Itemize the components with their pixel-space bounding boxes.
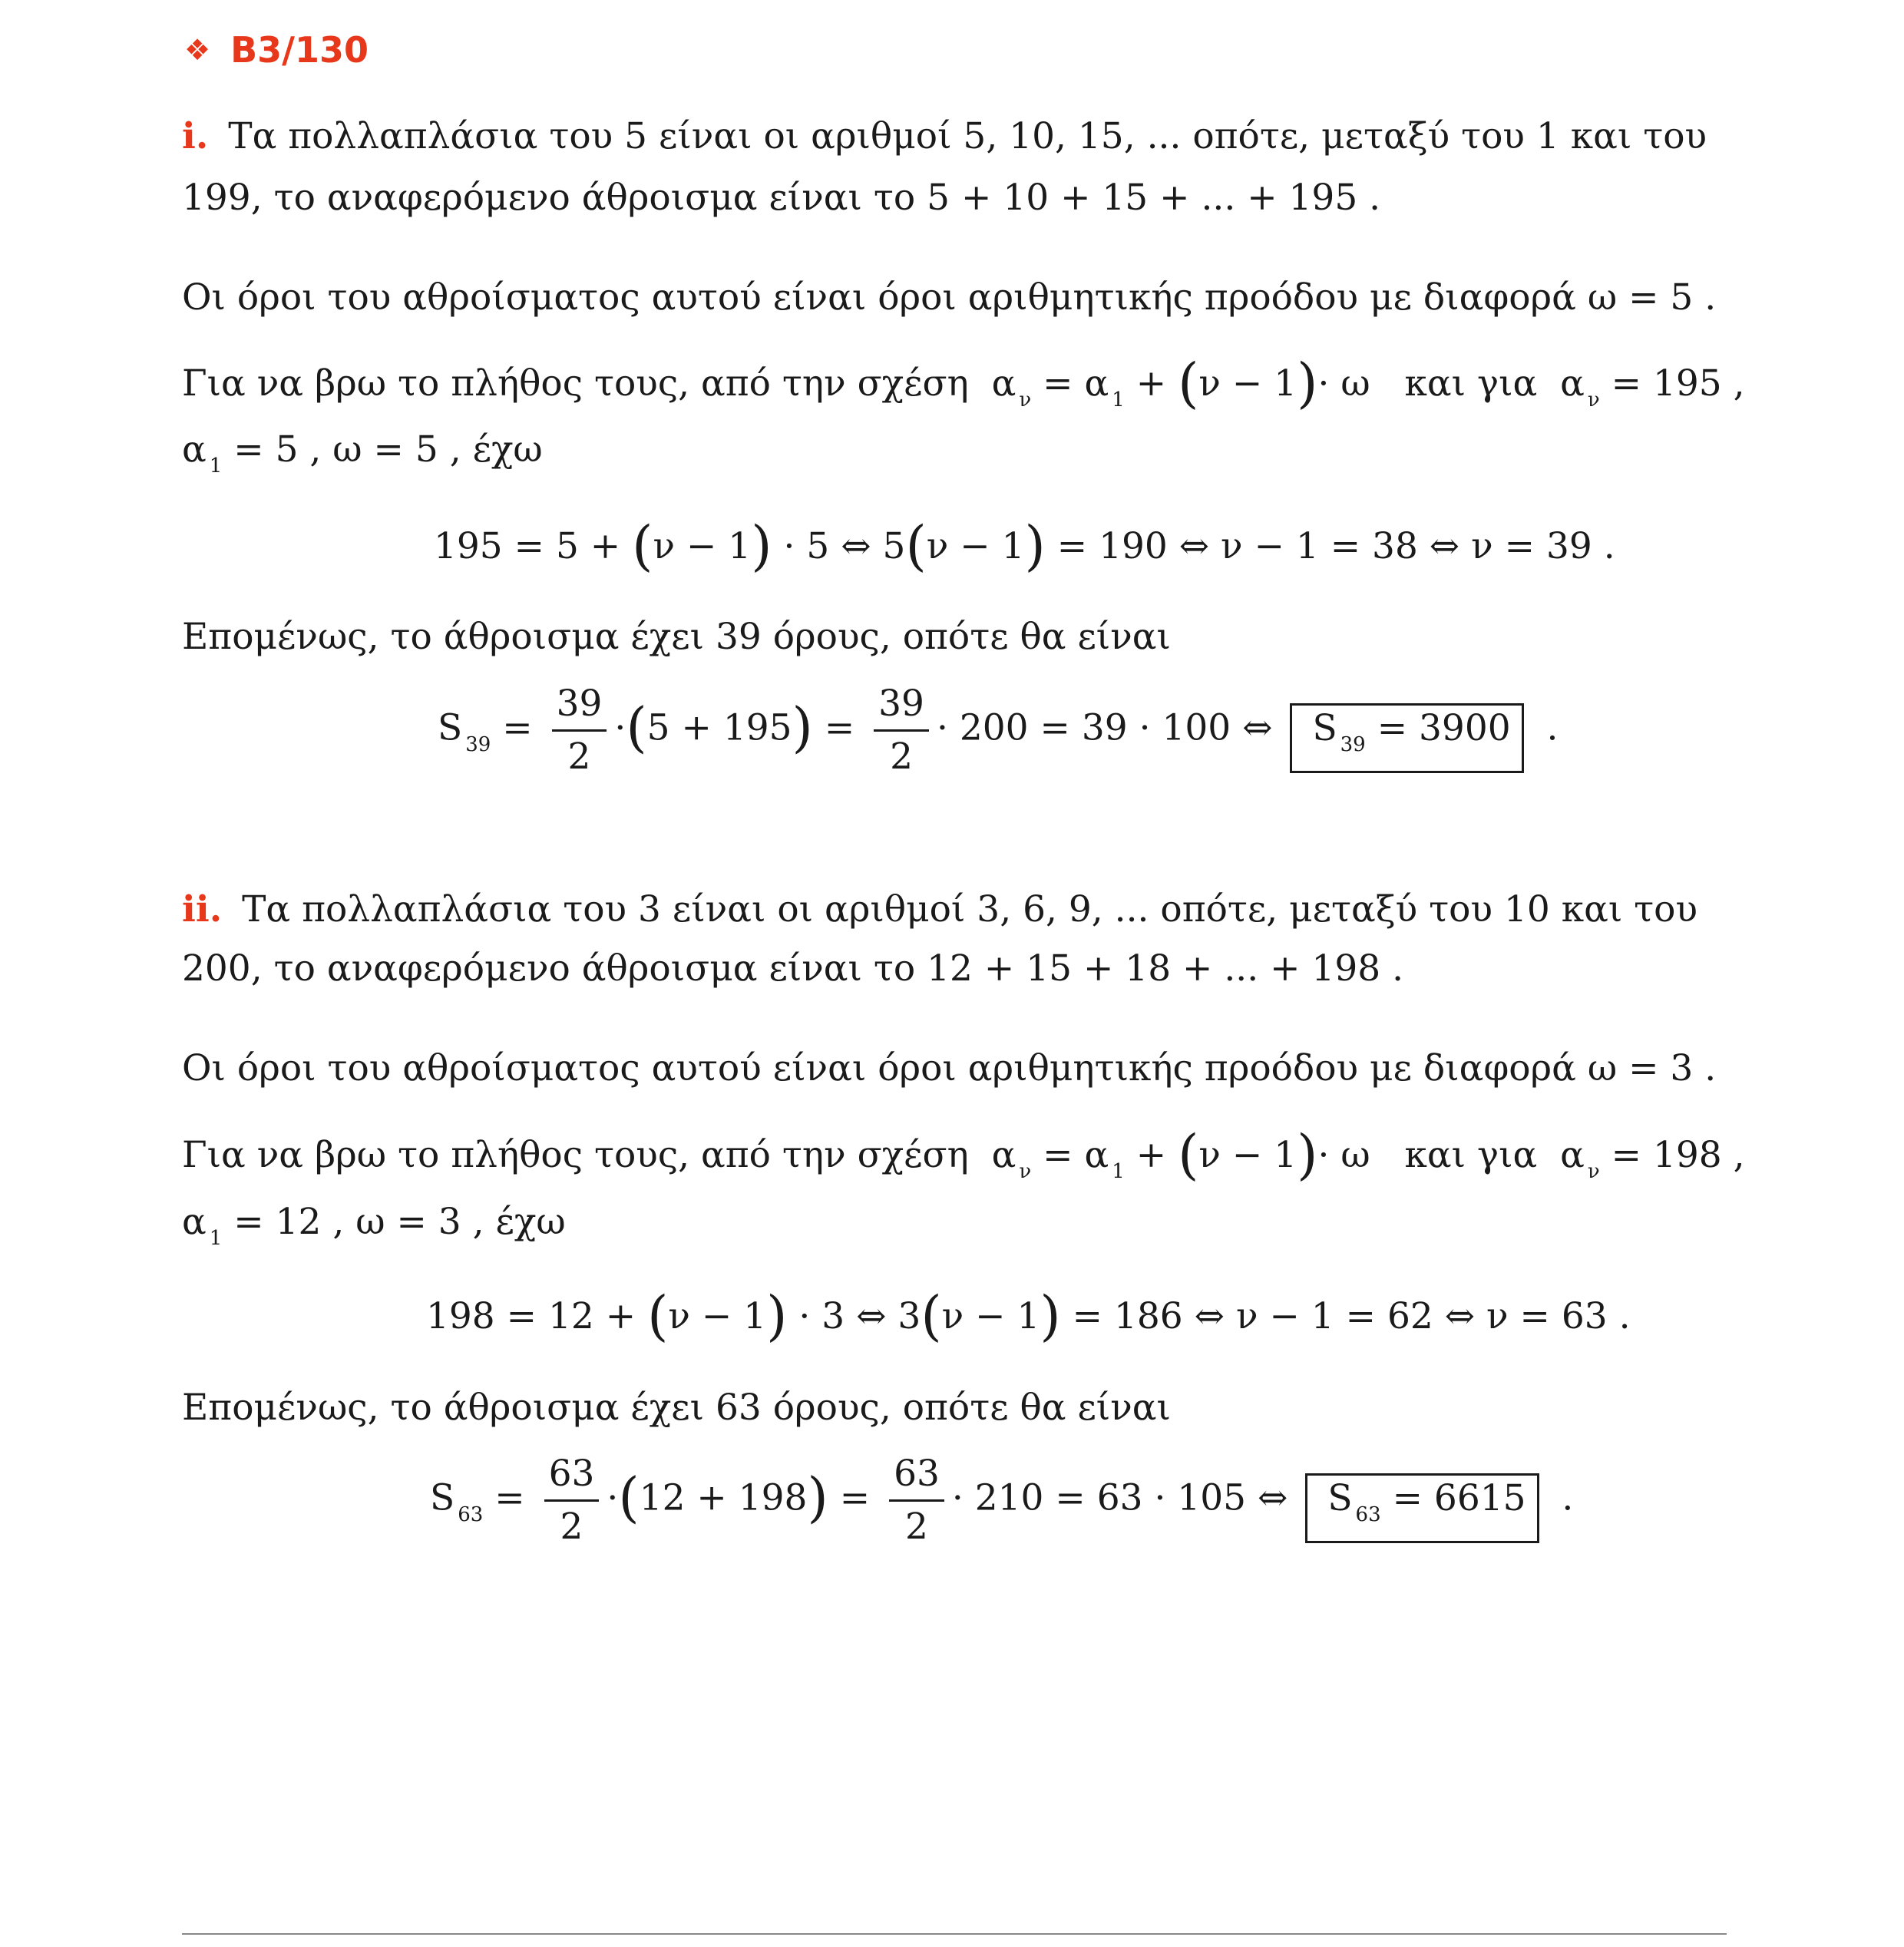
equals-sign: = <box>839 1476 871 1519</box>
nu-minus-one: ν − 1 <box>1198 1134 1297 1176</box>
part2-marker: ii. <box>182 888 223 931</box>
part2-result-value: = 6615 <box>1392 1476 1526 1519</box>
part1-terms: Οι όροι του αθροίσματος αυτού είναι όροι αριθμητικής προόδου με διαφορά ω = 5 . <box>182 276 1717 319</box>
part2-sum-sub: 63 <box>458 1502 484 1526</box>
part1-line1-text: Τα πολλαπλάσια του 5 είναι οι αριθμοί 5, 10, 15, ... οπότε, μεταξύ του 1 και του <box>228 115 1707 157</box>
part1-solve-mid1: · 5 ⇔ 5 <box>783 525 906 567</box>
part2-count-line <box>182 1123 1745 1195</box>
nu-minus-one: ν − 1 <box>926 525 1025 567</box>
sum-symbol: S <box>438 706 463 749</box>
part2-solve-mid2: = 186 ⇔ ν − 1 = 62 ⇔ ν = 63 . <box>1072 1295 1631 1337</box>
times-omega: · ω <box>1317 362 1370 405</box>
part1-solve-equation: 195 = 5 + (ν − 1) · 5 ⇔ 5(ν − 1) = 190 ⇔ ν − 1 = 38 ⇔ ν = 39 . <box>434 514 1615 577</box>
part1-count-line <box>182 352 1745 423</box>
part2-a1-text: = 12 , ω = 3 , έχω <box>233 1201 566 1243</box>
part1-result-sub: 39 <box>1340 732 1366 756</box>
alpha-symbol: α <box>991 1134 1016 1176</box>
sub-one: 1 <box>1112 388 1125 412</box>
nu-minus-one: ν − 1 <box>653 525 752 567</box>
part2-sum-rest: · 210 = 63 · 105 ⇔ <box>951 1476 1288 1519</box>
sub-one: 1 <box>209 455 223 478</box>
part1-result-box <box>1290 703 1523 773</box>
part1-line2: 199, το αναφερόμενο άθροισμα είναι το 5 + 10 + 15 + ... + 195 . <box>182 177 1381 219</box>
exercise-title: B3/130 <box>230 29 369 71</box>
alpha-symbol: α <box>1560 362 1585 405</box>
part1-an-value: = 195 , <box>1611 362 1745 405</box>
fraction-denominator: 2 <box>567 735 591 778</box>
part2-a1-line <box>182 1199 566 1261</box>
part2-fraction-1 <box>544 1453 600 1548</box>
fraction-denominator: 2 <box>905 1506 928 1548</box>
part1-fraction-1 <box>552 683 607 778</box>
sub-nu: ν <box>1587 1160 1600 1183</box>
part2-terms: Οι όροι του αθροίσματος αυτού είναι όροι αριθμητικής προόδου με διαφορά ω = 3 . <box>182 1047 1717 1089</box>
part2-relation: α $_\nu$ = α $_1$ + (ν − 1)· ω <box>991 1123 1370 1186</box>
fraction-numerator: 39 <box>552 683 607 732</box>
sub-nu: ν <box>1019 1160 1032 1183</box>
part1-relation: α $_\nu$ = α $_1$ + (ν − 1)· ω <box>991 352 1370 415</box>
part1-solve-lhs: 195 = 5 + <box>434 525 621 567</box>
part2-line1 <box>182 887 1697 933</box>
part2-therefore: Επομένως, το άθροισμα έχει 63 όρους, οπότε θα είναι <box>182 1387 1171 1429</box>
part1-sum-paren: 5 + 195 <box>646 706 792 749</box>
part1-line1 <box>182 114 1707 160</box>
part1-marker: i. <box>182 115 209 157</box>
equals-sign: = <box>502 706 533 749</box>
part1-fraction-2 <box>874 683 929 778</box>
part2-solve-mid1: · 3 ⇔ 3 <box>798 1295 921 1337</box>
nu-minus-one: ν − 1 <box>668 1295 767 1337</box>
nu-minus-one: ν − 1 <box>941 1295 1040 1337</box>
diamond-bullet-icon: ❖ <box>184 33 211 67</box>
alpha-symbol: α <box>182 1201 207 1243</box>
part1-count-text: Για να βρω το πλήθος τους, από την σχέση <box>182 362 969 405</box>
period-sign: . <box>1546 706 1559 749</box>
sum-symbol: S <box>1327 1476 1353 1519</box>
fraction-numerator: 63 <box>889 1453 944 1502</box>
part2-fraction-2 <box>889 1453 944 1548</box>
part2-line2: 200, το αναφερόμενο άθροισμα είναι το 12 + 15 + 18 + ... + 198 . <box>182 947 1404 990</box>
part2-an-value: = 198 , <box>1611 1134 1745 1176</box>
part1-count-and: και για <box>1404 362 1538 405</box>
period-sign: . <box>1562 1476 1574 1519</box>
relation-plus: + <box>1135 362 1167 405</box>
sum-symbol: S <box>1312 706 1337 749</box>
alpha-symbol: α <box>182 428 207 471</box>
part1-sum-sub: 39 <box>465 732 491 756</box>
part2-count-and: και για <box>1404 1134 1538 1176</box>
part1-solve-mid2: = 190 ⇔ ν − 1 = 38 ⇔ ν = 39 . <box>1056 525 1615 567</box>
part2-solve-lhs: 198 = 12 + <box>426 1295 636 1337</box>
part1-sum-equation: S $_{39}$ = $\frac{39}{2}$ ·(5 + 195) = $\frac{39}{2}$ · 200 = 39 · 100 ⇔ S $_{39}$ = 3900 . <box>438 683 1559 778</box>
exercise-heading <box>184 29 369 71</box>
relation-mid: = α <box>1043 362 1109 405</box>
footer-rule <box>182 1933 1727 1935</box>
part1-a1-line <box>182 427 543 489</box>
part2-solve-equation: 198 = 12 + (ν − 1) · 3 ⇔ 3(ν − 1) = 186 ⇔ ν − 1 = 62 ⇔ ν = 63 . <box>426 1284 1631 1347</box>
fraction-denominator: 2 <box>560 1506 583 1548</box>
part1-a1-text: = 5 , ω = 5 , έχω <box>233 428 543 471</box>
fraction-numerator: 39 <box>874 683 929 732</box>
part1-sum-rest: · 200 = 39 · 100 ⇔ <box>936 706 1273 749</box>
equals-sign: = <box>824 706 855 749</box>
dot-sign: · <box>607 1476 619 1519</box>
part1-result-value: = 3900 <box>1377 706 1511 749</box>
relation-mid: = α <box>1043 1134 1109 1176</box>
part2-result-box <box>1305 1473 1539 1543</box>
part2-count-text: Για να βρω το πλήθος τους, από την σχέση <box>182 1134 969 1176</box>
sub-nu: ν <box>1019 388 1032 412</box>
sub-one: 1 <box>209 1227 223 1250</box>
dot-sign: · <box>614 706 626 749</box>
equals-sign: = <box>494 1476 525 1519</box>
part2-sum-equation: S $_{63}$ = $\frac{63}{2}$ ·(12 + 198) = $\frac{63}{2}$ · 210 = 63 · 105 ⇔ S $_{63}$ = 6615 . <box>430 1453 1574 1548</box>
part2-result-sub: 63 <box>1355 1502 1381 1526</box>
part2-sum-paren: 12 + 198 <box>639 1476 808 1519</box>
part2-line1-text: Τα πολλαπλάσια του 3 είναι οι αριθμοί 3, 6, 9, ... οπότε, μεταξύ του 10 και του <box>242 888 1698 931</box>
sub-nu: ν <box>1587 388 1600 412</box>
fraction-denominator: 2 <box>890 735 914 778</box>
alpha-symbol: α <box>1560 1134 1585 1176</box>
sum-symbol: S <box>430 1476 455 1519</box>
relation-plus: + <box>1135 1134 1167 1176</box>
nu-minus-one: ν − 1 <box>1198 362 1297 405</box>
times-omega: · ω <box>1317 1134 1370 1176</box>
alpha-symbol: α <box>991 362 1016 405</box>
sub-one: 1 <box>1112 1160 1125 1183</box>
part1-therefore: Επομένως, το άθροισμα έχει 39 όρους, οπότε θα είναι <box>182 616 1171 658</box>
fraction-numerator: 63 <box>544 1453 600 1502</box>
